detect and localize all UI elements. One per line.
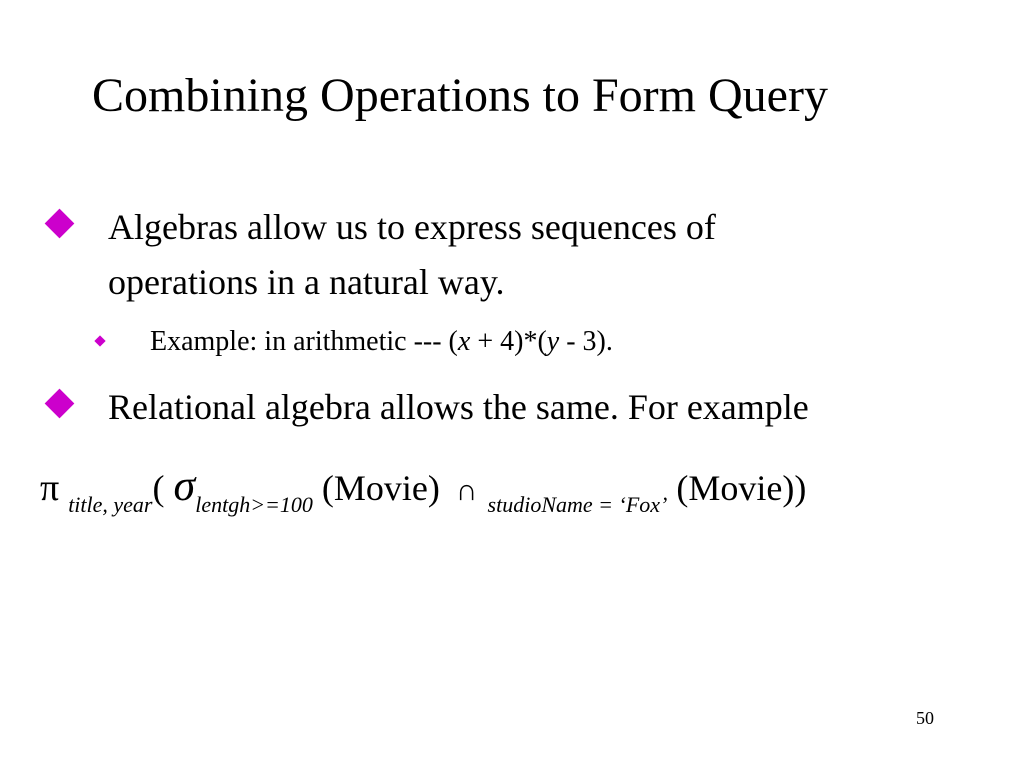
- relation-movie-2: (Movie)): [667, 468, 807, 508]
- diamond-bullet-icon: [45, 389, 75, 419]
- selection-condition-1: lentgh>=100: [195, 492, 313, 517]
- open-paren: (: [152, 468, 165, 508]
- slide-title: Combining Operations to Form Query: [92, 69, 828, 122]
- selection-condition-2: studioName = ‘Fox’: [487, 492, 668, 517]
- sub-bullet-example: [150, 324, 613, 360]
- example-var-x: x: [457, 326, 471, 357]
- bullet-1-line-1: Algebras allow us to express sequences of: [108, 207, 716, 247]
- intersection-symbol: ∩: [455, 474, 478, 507]
- projection-attributes: title, year: [68, 492, 153, 517]
- bullet-2-line-1: Relational algebra allows the same. For example: [108, 387, 809, 427]
- page-number: 50: [916, 708, 934, 728]
- diamond-bullet-icon: [45, 209, 75, 239]
- example-mid: + 4)*(: [470, 326, 547, 357]
- diamond-sub-bullet-icon: [94, 335, 105, 346]
- example-suffix: - 3).: [559, 326, 613, 357]
- relation-movie-1: (Movie): [312, 468, 440, 508]
- example-prefix: Example: in arithmetic --- (: [150, 326, 458, 357]
- projection-symbol: π: [40, 467, 60, 509]
- selection-symbol: σ: [173, 461, 196, 510]
- relational-algebra-expression: [40, 462, 806, 517]
- bullet-1-line-2: operations in a natural way.: [108, 262, 505, 302]
- example-var-y: y: [546, 326, 560, 357]
